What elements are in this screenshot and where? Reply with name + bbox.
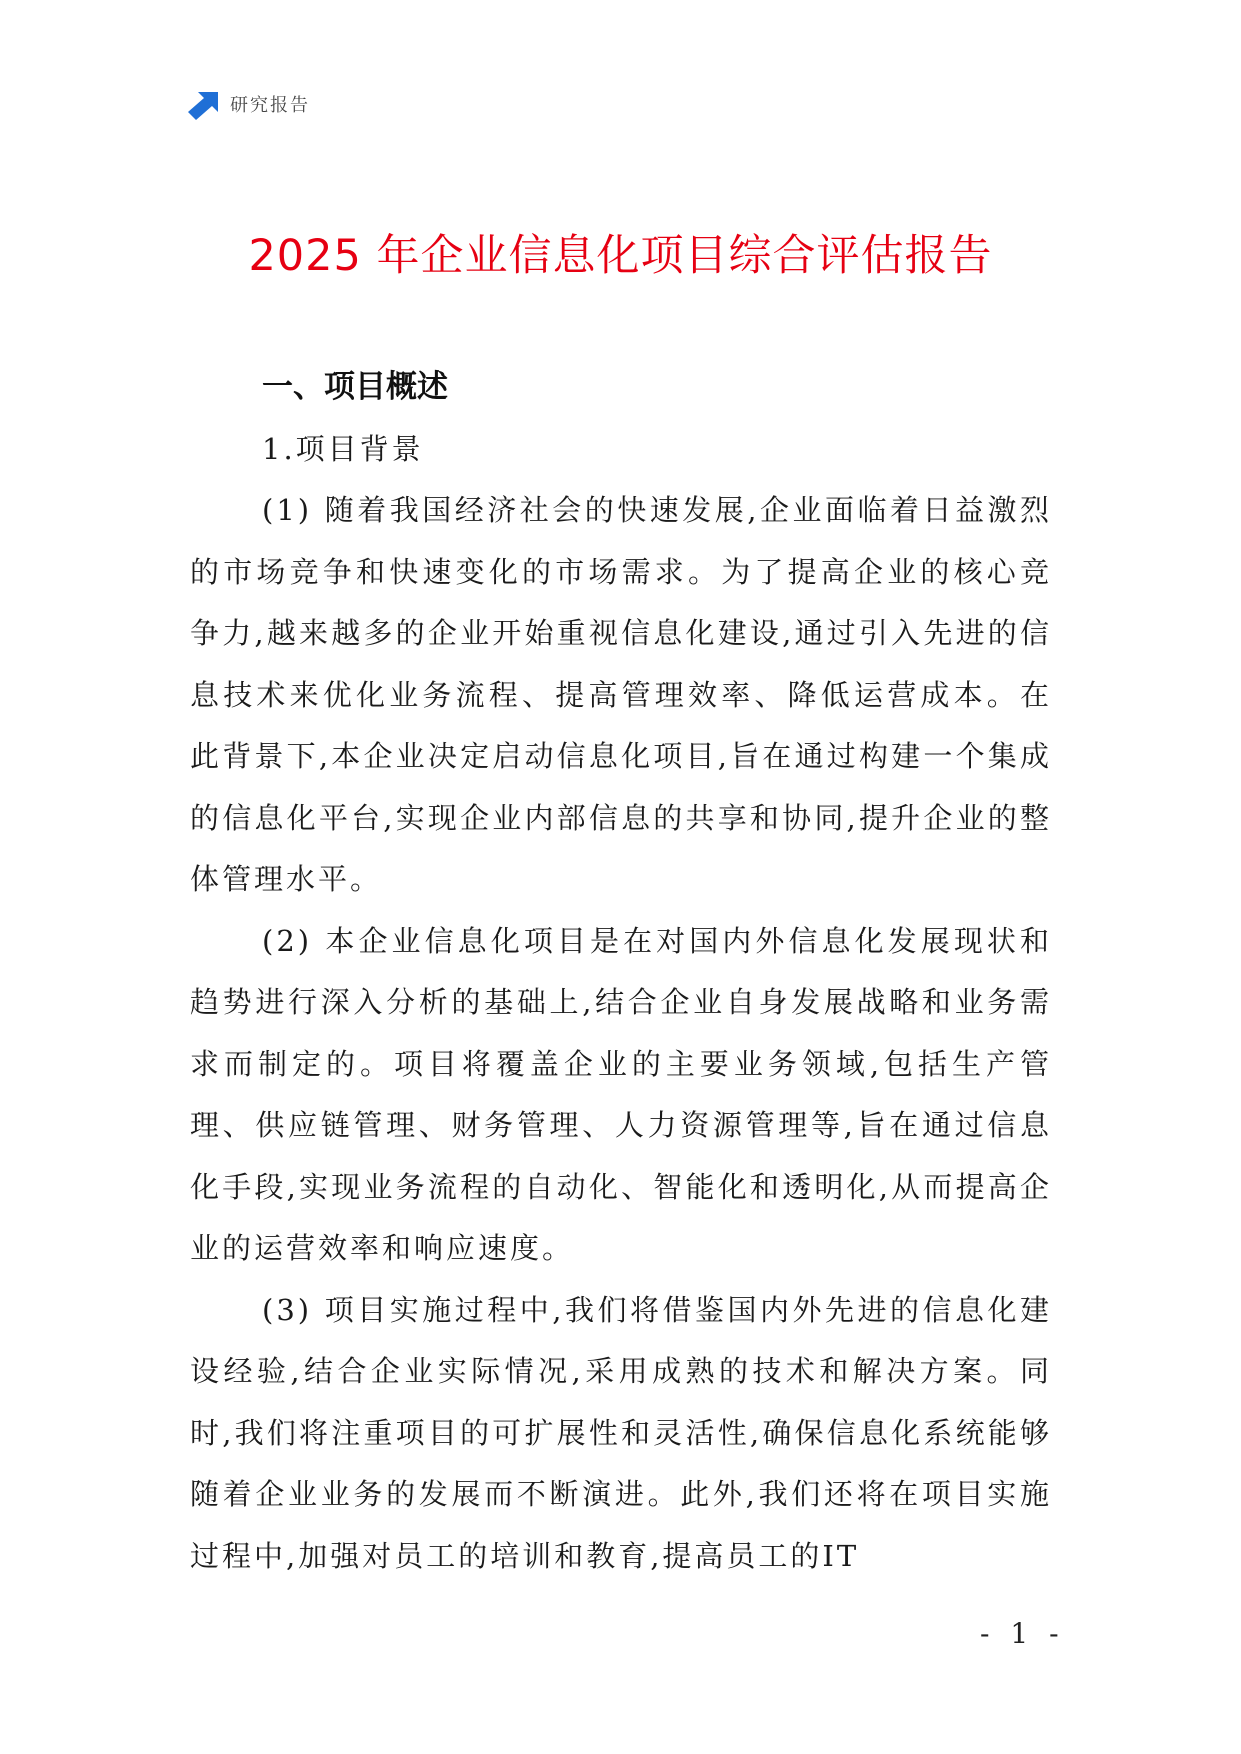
document-header <box>188 88 310 120</box>
section-heading: 一、项目概述 <box>262 369 448 405</box>
paragraph: (1) 随着我国经济社会的快速发展,企业面临着日益激烈的市场竞争和快速变化的市场需求。为了提高企业的核心竞争力,越来越多的企业开始重视信息化建设,通过引入先进的信息技术来优化业务流程、提高管理效率、降低运营成本。在此背景下,本企业决定启动信息化项目,旨在通过构建一个集成的信息化平台,实现企业内部信息的共享和协同,提升企业的整体管理水平。 <box>190 493 1052 896</box>
document-body <box>190 356 1052 1587</box>
arrow-up-right-icon <box>188 88 220 120</box>
header-label: 研究报告 <box>230 95 310 116</box>
page-number: - 1 - <box>980 1617 1065 1650</box>
subsection-heading: 1.项目背景 <box>262 432 424 466</box>
paragraph: (3) 项目实施过程中,我们将借鉴国内外先进的信息化建设经验,结合企业实际情况,采用成熟的技术和解决方案。同时,我们将注重项目的可扩展性和灵活性,确保信息化系统能够随着企业业务的发展而不断演进。此外,我们还将在项目实施过程中,加强对员工的培训和教育,提高员工的IT <box>190 1292 1052 1573</box>
paragraph: (2) 本企业信息化项目是在对国内外信息化发展现状和趋势进行深入分析的基础上,结合企业自身发展战略和业务需求而制定的。项目将覆盖企业的主要业务领域,包括生产管理、供应链管理、财务管理、人力资源管理等,旨在通过信息化手段,实现业务流程的自动化、智能化和透明化,从而提高企业的运营效率和响应速度。 <box>190 923 1052 1265</box>
document-title: 2025 年企业信息化项目综合评估报告 <box>248 231 993 281</box>
